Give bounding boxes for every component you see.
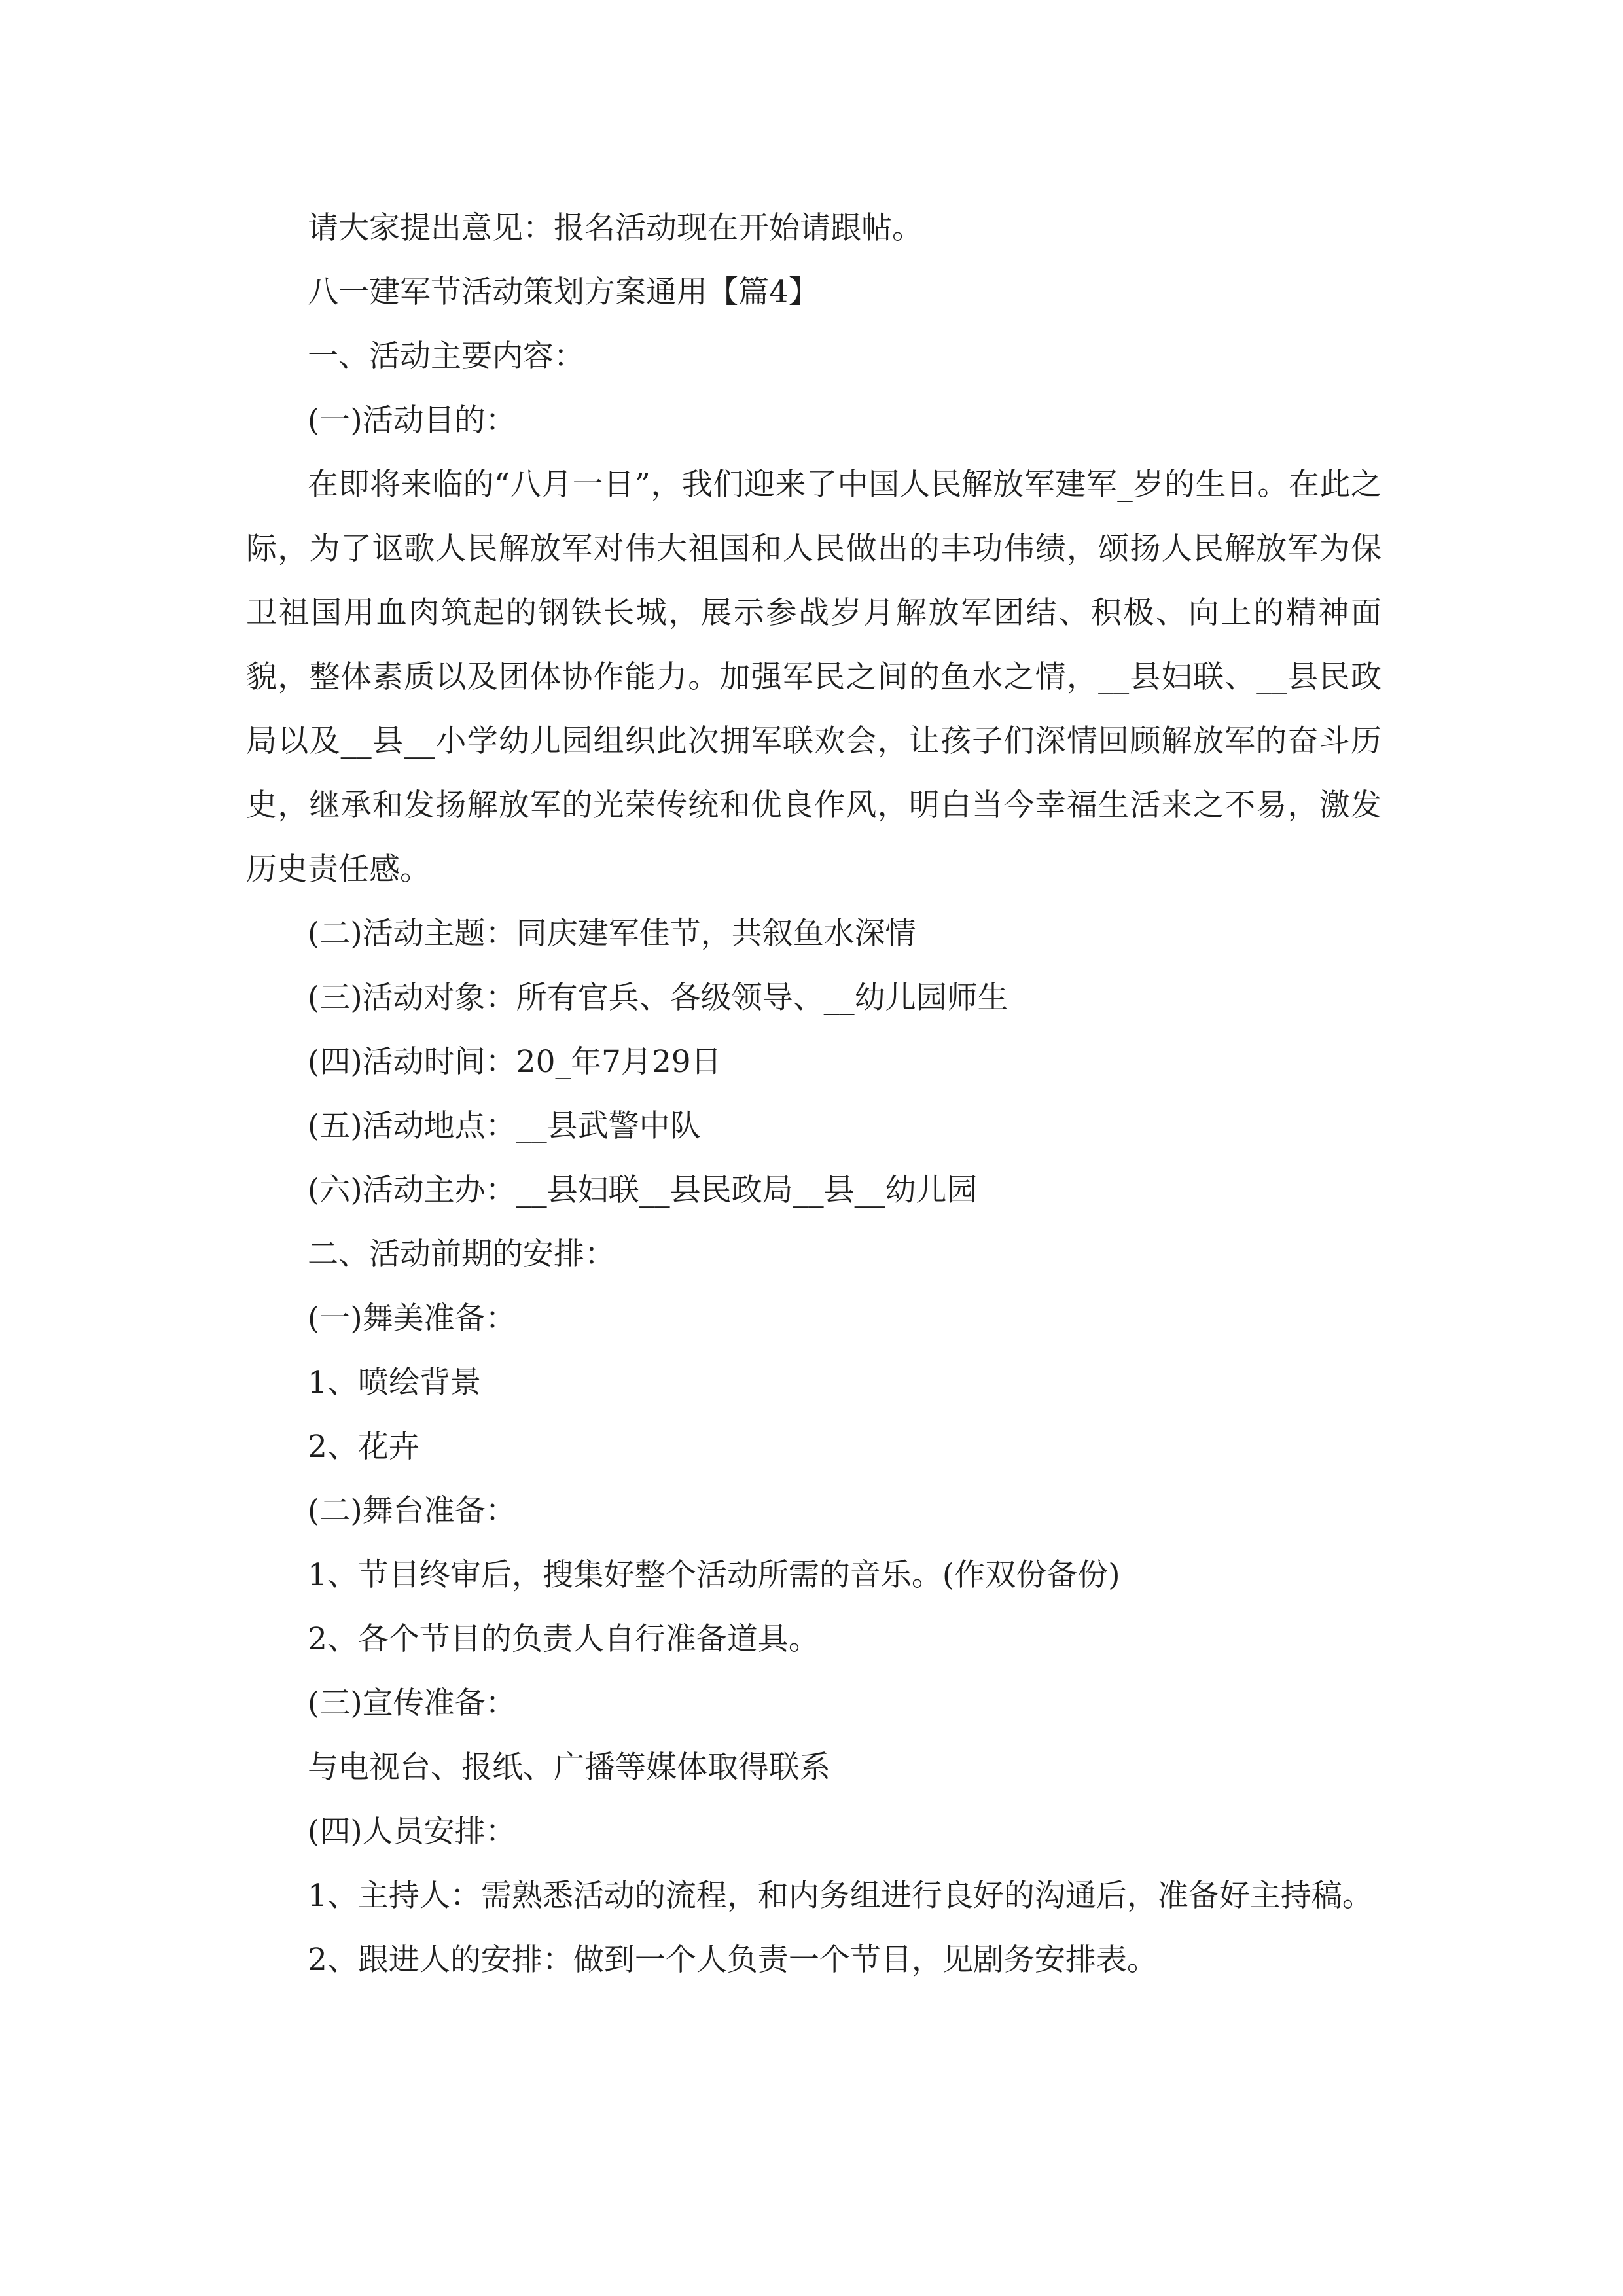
document-body xyxy=(246,196,1382,1992)
item-follow-up: 2、跟进人的安排：做到一个人负责一个节目，见剧务安排表。 xyxy=(308,1942,1158,1978)
section-title: 八一建军节活动策划方案通用【篇4】 xyxy=(308,274,819,310)
paragraph-1: 请大家提出意见：报名活动现在开始请跟帖。 xyxy=(308,210,923,246)
item-theme: (二)活动主题：同庆建军佳节，共叙鱼水深情 xyxy=(308,916,916,952)
heading-preparation: 二、活动前期的安排： xyxy=(308,1236,615,1272)
item-time: (四)活动时间：20_年7月29日 xyxy=(308,1044,722,1080)
item-organizer: (六)活动主办：__县妇联__县民政局__县__幼儿园 xyxy=(308,1172,978,1208)
item-location: (五)活动地点：__县武警中队 xyxy=(308,1108,701,1144)
subheading-personnel: (四)人员安排： xyxy=(308,1814,516,1850)
item-music: 1、节目终审后，搜集好整个活动所需的音乐。(作双份备份) xyxy=(308,1557,1120,1593)
item-host: 1、主持人：需熟悉活动的流程，和内务组进行良好的沟通后，准备好主持稿。 xyxy=(308,1878,1373,1914)
item-media: 与电视台、报纸、广播等媒体取得联系 xyxy=(308,1749,830,1785)
item-audience: (三)活动对象：所有官兵、各级领导、__幼儿园师生 xyxy=(308,980,1008,1016)
heading-main-content: 一、活动主要内容： xyxy=(308,338,584,374)
paragraph-purpose: 在即将来临的“八月一日”，我们迎来了中国人民解放军建军_岁的生日。在此之际，为了讴歌人民解放军对伟大祖国和人民做出的丰功伟绩，颂扬人民解放军为保卫祖国用血肉筑起的钢铁长城，展示参战岁月解放军团结、积极、向上的精神面貌，整体素质以及团体协作能力。加强军民之间的鱼水之情，__县妇联、__县民政局以及__县__小学幼儿园组织此次拥军联欢会，让孩子们深情回顾解放军的奋斗历史，继承和发扬解放军的光荣传统和优良作风，明白当今幸福生活来之不易，激发历史责任感。 xyxy=(246,467,1382,888)
item-flowers: 2、花卉 xyxy=(308,1429,419,1465)
subheading-stage: (二)舞台准备： xyxy=(308,1493,516,1529)
item-backdrop: 1、喷绘背景 xyxy=(308,1365,481,1401)
subheading-purpose: (一)活动目的： xyxy=(308,403,516,439)
item-props: 2、各个节目的负责人自行准备道具。 xyxy=(308,1621,819,1657)
subheading-publicity: (三)宣传准备： xyxy=(308,1685,516,1721)
subheading-stage-art: (一)舞美准备： xyxy=(308,1300,516,1336)
